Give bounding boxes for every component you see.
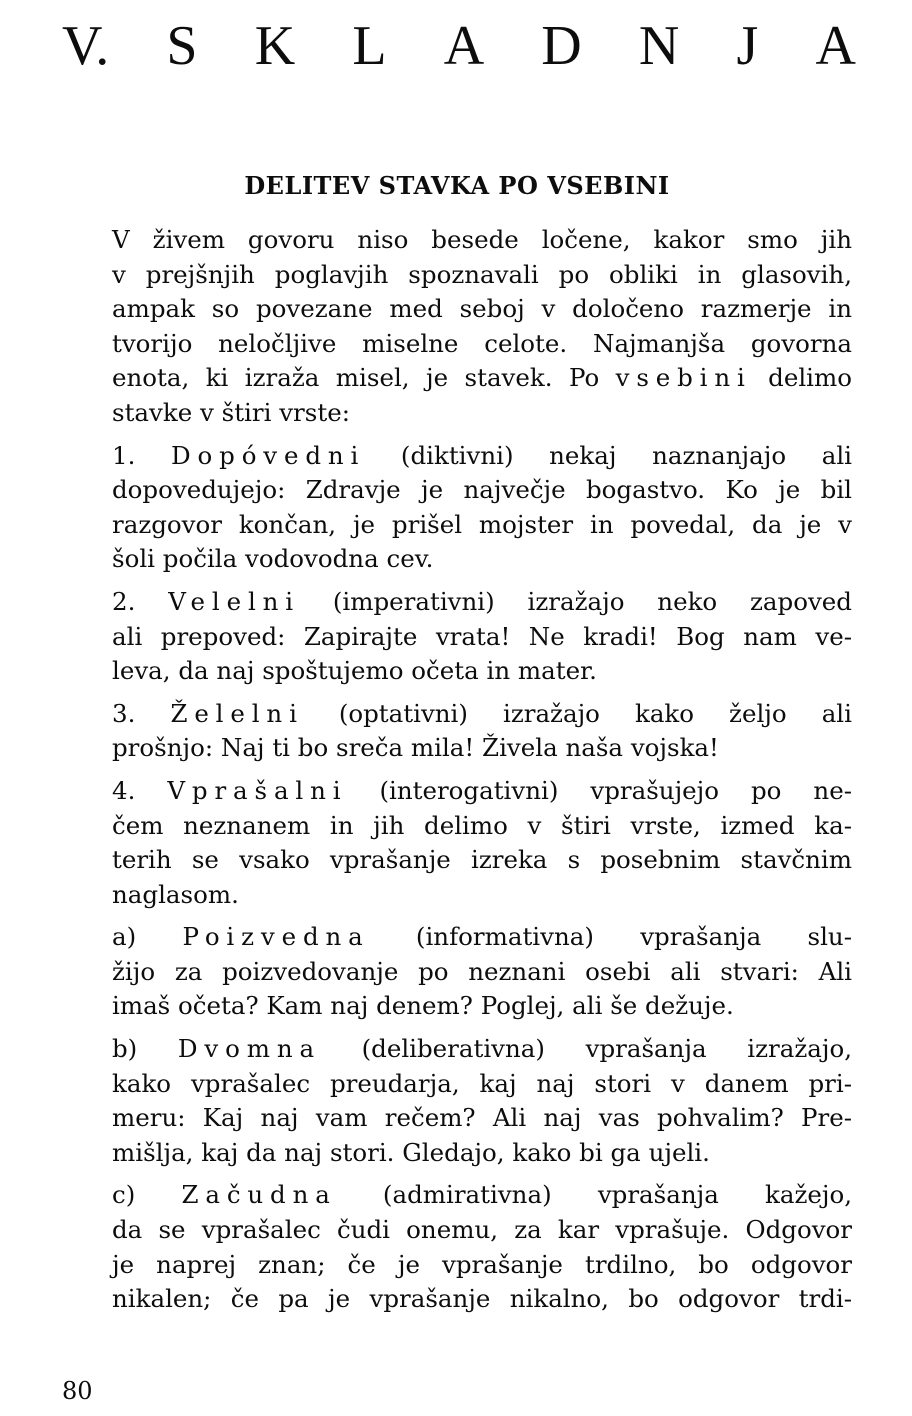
sub-item [62, 1032, 852, 1170]
body-text [62, 223, 852, 1325]
item-marker: c) [112, 1180, 136, 1210]
text-line: ali prepoved: Zapirajte vrata! Ne kradi! Bog nam ve- [112, 621, 852, 651]
chapter-title [62, 14, 856, 78]
page-number: 80 [62, 1377, 93, 1405]
text-segment: (imperativni) izražajo neko zapoved [332, 586, 852, 616]
spaced-term: Dvomna [177, 1034, 321, 1064]
text-line: ampak so povezane med seboj v določeno razmerje in [112, 294, 852, 324]
text-line: nikalen; če pa je vprašanje nikalno, bo odgovor trdi- [112, 1284, 852, 1314]
text-segment: (optativni) izražajo kako željo ali [338, 698, 852, 728]
text-line: mišlja, kaj da naj stori. Gledajo, kako bi ga ujeli. [112, 1137, 710, 1167]
text-line: naglasom. [112, 879, 239, 909]
item-marker: b) [112, 1034, 138, 1064]
spaced-term: Velelni [168, 586, 300, 616]
spaced-term: Dopóvedni [171, 440, 366, 470]
text-segment: (deliberativna) vprašanja izražajo, [361, 1034, 852, 1064]
text-segment: (informativna) vprašanja slu- [415, 922, 852, 952]
sub-item [62, 1178, 852, 1316]
text-line [62, 439, 852, 474]
text-line: leva, da naj spoštujemo očeta in mater. [112, 656, 597, 686]
text-line: kako vprašalec preudarja, kaj naj stori v danem pri- [112, 1068, 852, 1098]
chapter-letter: D [541, 15, 582, 77]
text-segment: (admirativna) vprašanja kažejo, [382, 1180, 853, 1210]
text-line [62, 697, 852, 732]
text-line: imaš očeta? Kam naj denem? Poglej, ali še dežuje. [112, 991, 734, 1021]
text-segment: enota, ki izraža misel, je stavek. Po [112, 363, 600, 393]
chapter-number: V. [62, 15, 110, 77]
chapter-letter: S [166, 15, 198, 77]
chapter-letter: L [352, 15, 387, 77]
text-line: je naprej znan; če je vprašanje trdilno, bo odgovor [112, 1249, 852, 1279]
spaced-term: Začudna [181, 1180, 337, 1210]
text-line: žijo za poizvedovanje po neznani osebi ali stvari: Ali [112, 956, 852, 986]
item-marker: 2. [112, 586, 136, 616]
list-item [62, 585, 852, 689]
text-segment: delimo [768, 363, 852, 393]
list-item [62, 697, 852, 766]
item-marker: a) [112, 922, 137, 952]
section-heading: DELITEV STAVKA PO VSEBINI [244, 171, 670, 200]
text-line [62, 1032, 852, 1067]
chapter-letter: N [638, 15, 680, 77]
intro-paragraph [62, 223, 852, 431]
text-line: V živem govoru niso besede ločene, kakor smo jih [112, 225, 852, 254]
spaced-term: vsebini [615, 363, 752, 393]
text-line: tvorijo neločljive miselne celote. Najmanjša govorna [112, 328, 852, 358]
text-line: razgovor končan, je prišel mojster in povedal, da je v [112, 509, 852, 539]
text-line [62, 1178, 852, 1213]
text-line: dopovedujejo: Zdravje je največje bogastvo. Ko je bil [112, 475, 852, 505]
text-line: stavke v štiri vrste: [112, 397, 350, 427]
text-line [62, 585, 852, 620]
list-item [62, 439, 852, 577]
chapter-letter: A [815, 15, 856, 77]
text-line: v prejšnjih poglavjih spoznavali po obliki in glasovih, [112, 259, 852, 289]
text-segment: (diktivni) nekaj naznanjajo ali [400, 440, 852, 470]
chapter-letter: K [254, 15, 296, 77]
spaced-term: Želelni [170, 698, 304, 728]
chapter-letter: A [443, 15, 485, 77]
text-line: šoli počila vodovodna cev. [112, 544, 434, 574]
text-line [62, 774, 852, 809]
item-marker: 3. [112, 698, 136, 728]
item-marker: 1. [112, 440, 136, 470]
text-line: da se vprašalec čudi onemu, za kar vprašuje. Odgovor [112, 1215, 852, 1245]
spaced-term: Poizvedna [182, 922, 370, 952]
sub-item [62, 920, 852, 1024]
spaced-term: Vprašalni [167, 775, 348, 805]
text-line: meru: Kaj naj vam rečem? Ali naj vas pohvalim? Pre- [112, 1103, 852, 1133]
item-marker: 4. [112, 775, 136, 805]
chapter-letter: J [736, 15, 759, 77]
text-line: prošnjo: Naj ti bo sreča mila! Živela naša vojska! [112, 733, 719, 763]
list-item [62, 774, 852, 912]
text-line [62, 361, 852, 396]
text-segment: (interogativni) vprašujejo po ne- [379, 775, 852, 805]
text-line: čem neznanem in jih delimo v štiri vrste, izmed ka- [112, 810, 852, 840]
text-line: terih se vsako vprašanje izreka s posebnim stavčnim [112, 845, 852, 875]
text-line [62, 920, 852, 955]
